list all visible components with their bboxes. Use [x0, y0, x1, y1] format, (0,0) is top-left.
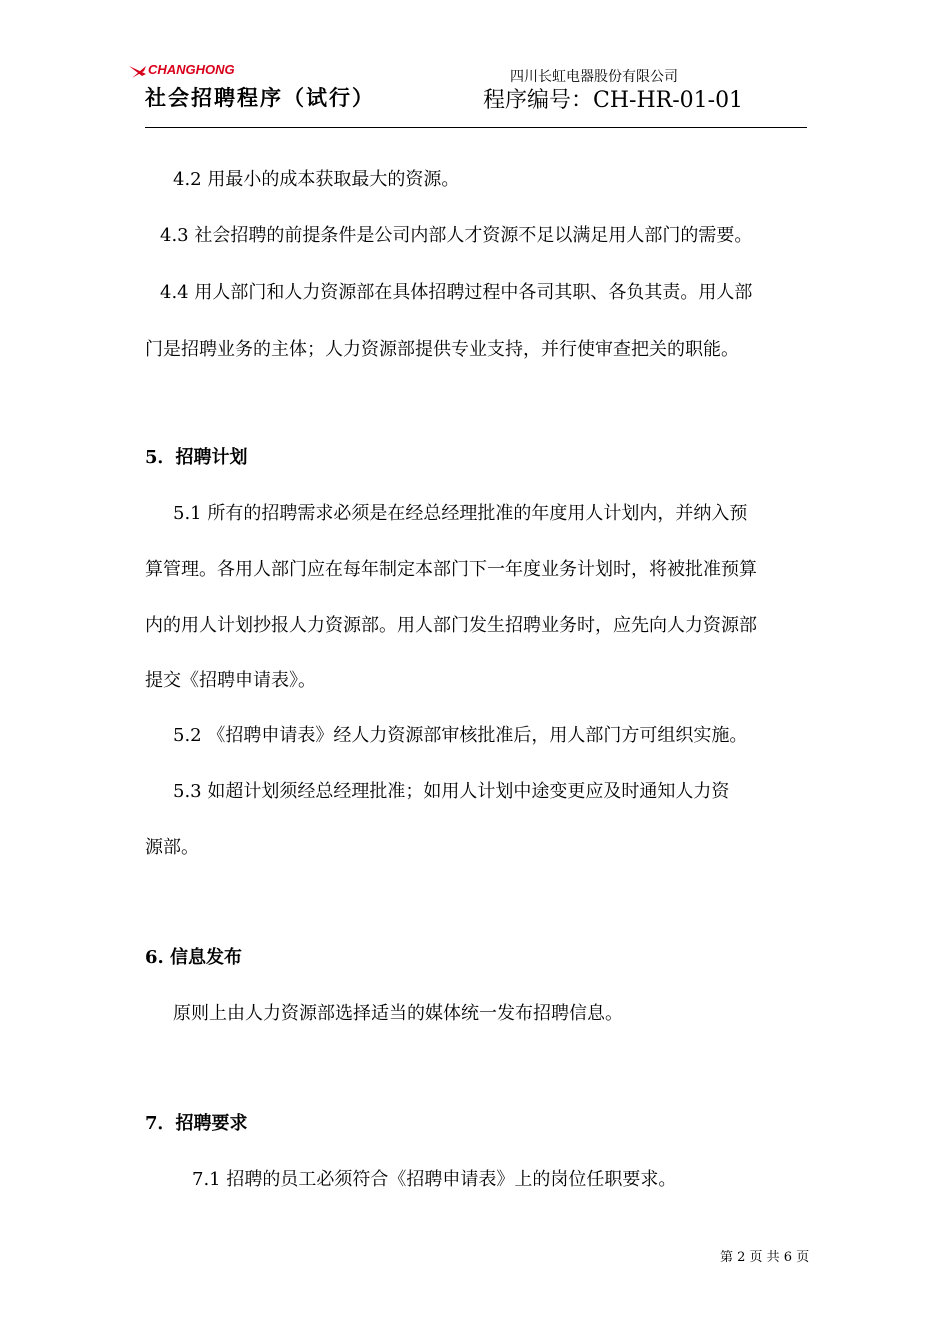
paragraph-4-4-line-1: 4.4 用人部门和人力资源部在具体招聘过程中各司其职、各负其责。用人部: [160, 282, 753, 303]
paragraph-5-1-line-3: 内的用人计划抄报人力资源部。用人部门发生招聘业务时，应先向人力资源部: [145, 615, 757, 636]
procedure-number: 程序编号：CH-HR-01-01: [483, 88, 744, 113]
paragraph-6: 原则上由人力资源部选择适当的媒体统一发布招聘信息。: [173, 1003, 623, 1024]
paragraph-5-1-line-1: 5.1 所有的招聘需求必须是在经总经理批准的年度用人计划内，并纳入预: [173, 503, 748, 524]
document-title: 社会招聘程序（试行）: [145, 85, 375, 110]
paragraph-5-1-line-2: 算管理。各用人部门应在每年制定本部门下一年度业务计划时，将被批准预算: [145, 559, 757, 580]
paragraph-4-2: 4.2 用最小的成本获取最大的资源。: [173, 169, 460, 190]
logo-swoosh-icon: [128, 60, 150, 82]
section-6-heading: 6. 信息发布: [145, 947, 243, 968]
paragraph-7-1: 7.1 招聘的员工必须符合《招聘申请表》上的岗位任职要求。: [192, 1169, 677, 1190]
paragraph-5-3-line-1: 5.3 如超计划须经总经理批准；如用人计划中途变更应及时通知人力资: [173, 781, 730, 802]
section-7-heading: 7．招聘要求: [145, 1113, 248, 1134]
section-5-heading: 5．招聘计划: [145, 447, 248, 468]
logo-text: CHANGHONG: [148, 62, 235, 77]
header-divider: [145, 127, 807, 128]
paragraph-5-2: 5.2 《招聘申请表》经人力资源部审核批准后，用人部门方可组织实施。: [173, 725, 748, 746]
company-name: 四川长虹电器股份有限公司: [510, 69, 678, 85]
paragraph-5-3-line-2: 源部。: [145, 837, 199, 858]
paragraph-5-1-line-4: 提交《招聘申请表》。: [145, 670, 316, 691]
page-header: [0, 0, 950, 130]
paragraph-4-4-line-2: 门是招聘业务的主体；人力资源部提供专业支持，并行使审查把关的职能。: [145, 339, 739, 360]
paragraph-4-3: 4.3 社会招聘的前提条件是公司内部人才资源不足以满足用人部门的需要。: [160, 225, 753, 246]
page-number: 第 2 页 共 6 页: [720, 1250, 810, 1265]
changhong-logo: [128, 60, 258, 82]
